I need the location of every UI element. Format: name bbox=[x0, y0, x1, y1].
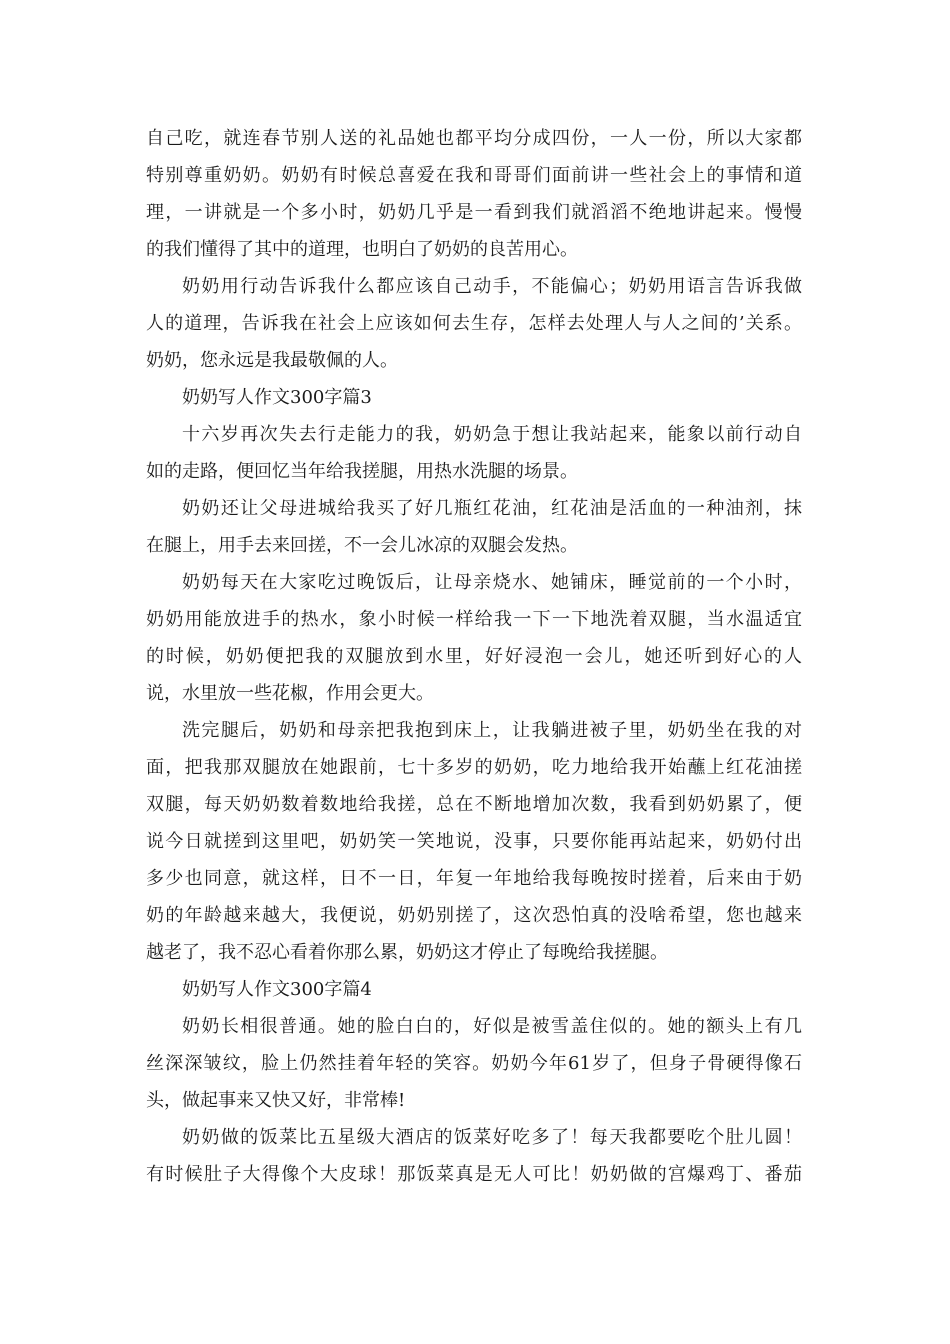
text-line: 奶奶做的饭菜比五星级大酒店的饭菜好吃多了！每天我都要吃个肚儿圆！ bbox=[182, 1127, 802, 1148]
section-heading bbox=[146, 971, 802, 1008]
paragraph bbox=[146, 1008, 802, 1119]
text-line: 奶的年龄越来越大，我便说，奶奶别搓了，这次恐怕真的没啥希望，您也越来 bbox=[146, 905, 802, 926]
text-line: 的时候，奶奶便把我的双腿放到水里，好好浸泡一会儿，她还听到好心的人 bbox=[146, 646, 802, 667]
text-line: 十六岁再次失去行走能力的我，奶奶急于想让我站起来，能象以前行动自 bbox=[182, 424, 802, 445]
text-line: 多少也同意，就这样，日不一日，年复一年地给我每晚按时搓着，后来由于奶 bbox=[146, 868, 802, 889]
paragraph bbox=[146, 268, 802, 379]
text-line: 奶奶，您永远是我最敬佩的人。 bbox=[146, 350, 398, 371]
text-line: 的我们懂得了其中的道理，也明白了奶奶的良苦用心。 bbox=[146, 239, 578, 260]
text-line: 人的道理，告诉我在社会上应该如何去生存，怎样去处理人与人之间的’关系。 bbox=[146, 313, 802, 334]
text-line: 理，一讲就是一个多小时，奶奶几乎是一看到我们就滔滔不绝地讲起来。慢慢 bbox=[146, 202, 802, 223]
text-line: 说今日就搓到这里吧，奶奶笑一笑地说，没事，只要你能再站起来，奶奶付出 bbox=[146, 831, 802, 852]
document-body bbox=[146, 120, 802, 1193]
section-heading bbox=[146, 379, 802, 416]
paragraph bbox=[146, 1119, 802, 1193]
text-line: 奶奶长相很普通。她的脸白白的，好似是被雪盖住似的。她的额头上有几 bbox=[182, 1016, 802, 1037]
paragraph bbox=[146, 712, 802, 971]
text-line: 如的走路，便回忆当年给我搓腿，用热水洗腿的场景。 bbox=[146, 461, 578, 482]
text-line: 双腿，每天奶奶数着数地给我搓，总在不断地增加次数，我看到奶奶累了，便 bbox=[146, 794, 802, 815]
text-line: 洗完腿后，奶奶和母亲把我抱到床上，让我躺进被子里，奶奶坐在我的对 bbox=[182, 720, 802, 741]
text-line: 奶奶还让父母进城给我买了好几瓶红花油，红花油是活血的一种油剂，抹 bbox=[182, 498, 802, 519]
text-line: 越老了，我不忍心看着你那么累，奶奶这才停止了每晚给我搓腿。 bbox=[146, 942, 668, 963]
text-line: 头，做起事来又快又好，非常棒! bbox=[146, 1090, 406, 1111]
text-line: 丝深深皱纹，脸上仍然挂着年轻的笑容。奶奶今年61岁了，但身子骨硬得像石 bbox=[146, 1053, 802, 1074]
text-line: 奶奶写人作文300字篇4 bbox=[182, 979, 372, 1000]
text-line: 在腿上，用手去来回搓，不一会儿冰凉的双腿会发热。 bbox=[146, 535, 578, 556]
paragraph bbox=[146, 564, 802, 712]
text-line: 面，把我那双腿放在她跟前，七十多岁的奶奶，吃力地给我开始蘸上红花油搓 bbox=[146, 757, 802, 778]
paragraph bbox=[146, 120, 802, 268]
text-line: 奶奶用行动告诉我什么都应该自己动手，不能偏心；奶奶用语言告诉我做 bbox=[182, 276, 802, 297]
text-line: 奶奶每天在大家吃过晚饭后，让母亲烧水、她铺床，睡觉前的一个小时， bbox=[182, 572, 802, 593]
text-line: 奶奶用能放进手的热水，象小时候一样给我一下一下地洗着双腿，当水温适宜 bbox=[146, 609, 802, 630]
text-line: 特别尊重奶奶。奶奶有时候总喜爱在我和哥哥们面前讲一些社会上的事情和道 bbox=[146, 165, 802, 186]
text-line: 说，水里放一些花椒，作用会更大。 bbox=[146, 683, 434, 704]
paragraph bbox=[146, 490, 802, 564]
text-line: 有时候肚子大得像个大皮球！那饭菜真是无人可比！奶奶做的宫爆鸡丁、番茄 bbox=[146, 1164, 802, 1185]
text-line: 奶奶写人作文300字篇3 bbox=[182, 387, 372, 408]
text-line: 自己吃，就连春节别人送的礼品她也都平均分成四份，一人一份，所以大家都 bbox=[146, 128, 802, 149]
paragraph bbox=[146, 416, 802, 490]
